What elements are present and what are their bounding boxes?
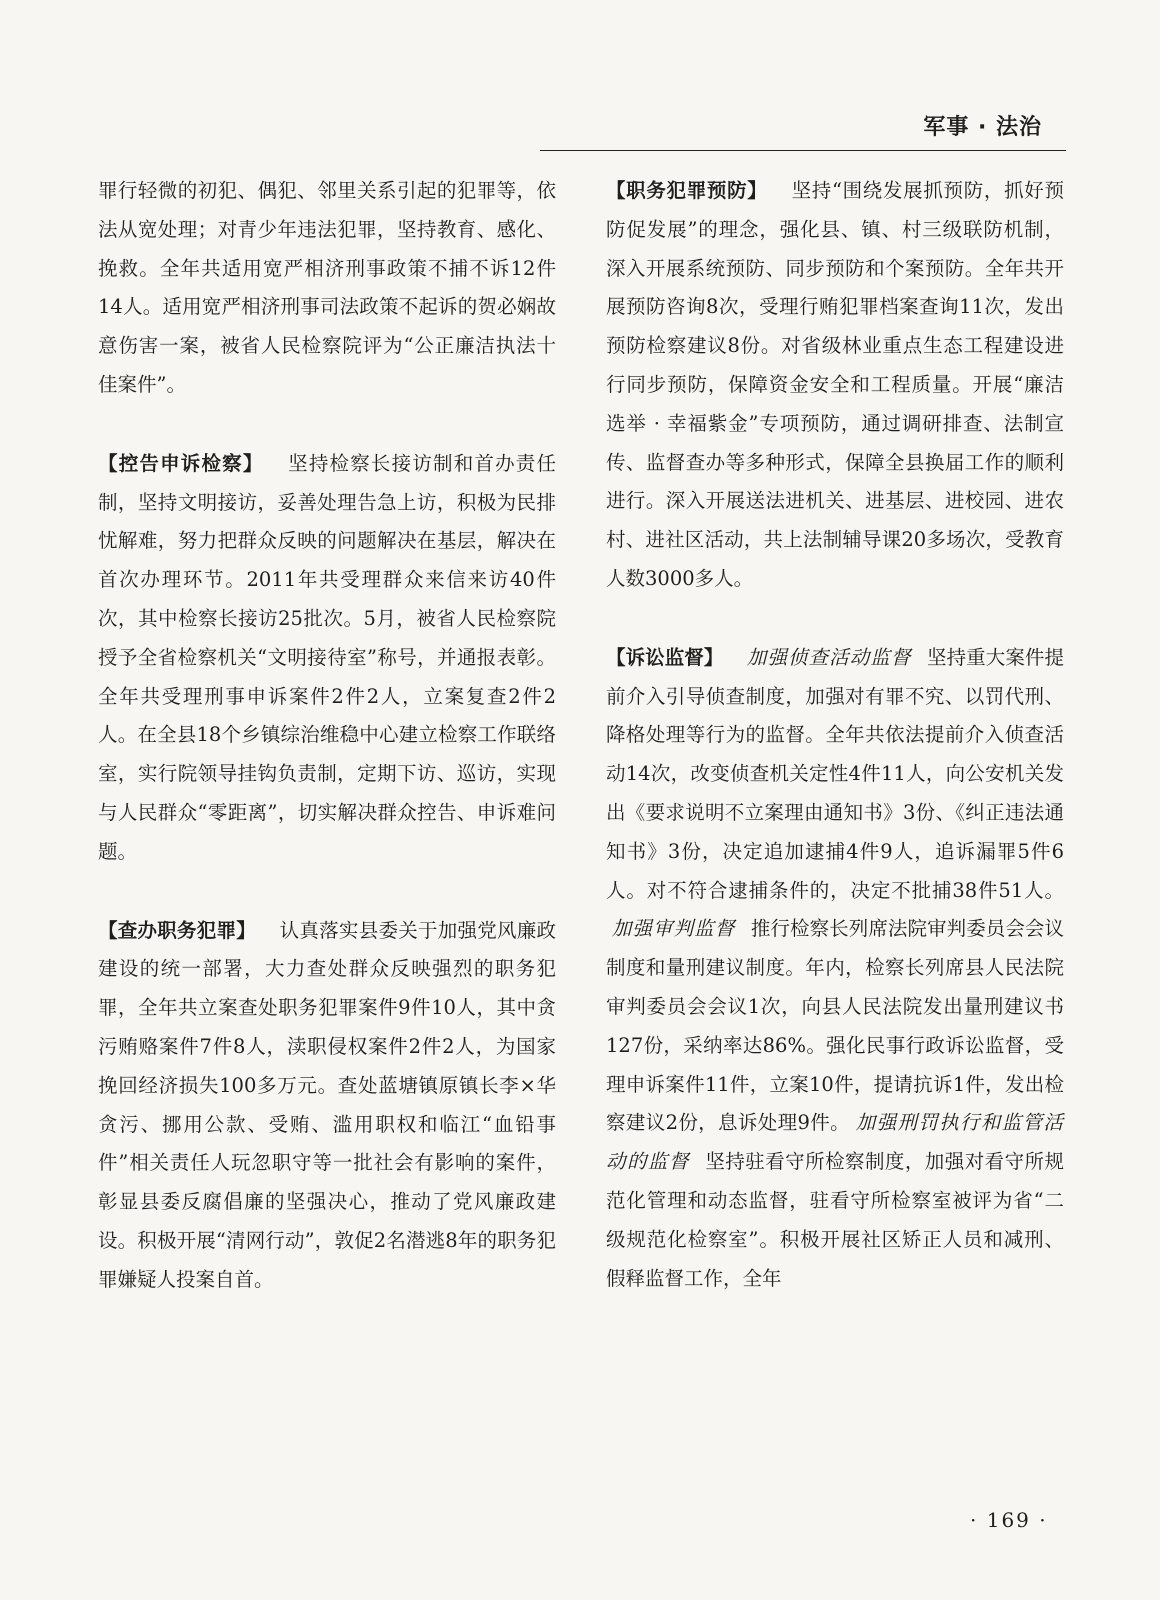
- section-heading: 【诉讼监督】: [606, 645, 724, 669]
- subheading-investigation: 加强侦查活动监督: [746, 645, 912, 669]
- section-text: 坚持重大案件提前介入引导侦查制度，加强对有罪不究、以罚代刑、降格处理等行为的监督。全年共依法提前介入侦查活动14次，改变侦查机关定性4件11人，向公安机关发出《要求说明不立案理由通知书》3份、《纠正违法通知书》3份，决定追加逮捕4件9人，追诉漏罪5件6人。对不符合逮捕条件的，决定不批捕38件51人。: [606, 645, 1064, 902]
- section-duty-crime-investigation: [98, 912, 556, 1300]
- section-title: 军事 · 法治: [923, 115, 1042, 140]
- section-duty-crime-prevention: [606, 172, 1064, 599]
- section-text: 坚持检察长接访制和首办责任制，坚持文明接访，妥善处理告急上访，积极为民排忧解难，努力把群众反映的问题解决在基层，解决在首次办理环节。2011年共受理群众来信来访40件次，其中检察长接访25批次。5月，被省人民检察院授予全省检察机关“文明接待室”称号，并通报表彰。全年共受理刑事申诉案件2件2人，立案复查2件2人。在全县18个乡镇综治维稳中心建立检察工作联络室，实行院领导挂钩负责制，定期下访、巡访，实现与人民群众“零距离”，切实解决群众控告、申诉难问题。: [98, 451, 556, 863]
- subheading-penalty-execution: 加强刑罚执行和监管活动的监督: [606, 1111, 1064, 1174]
- left-column: [98, 172, 556, 1300]
- right-column: [606, 172, 1064, 1298]
- section-heading: 【职务犯罪预防】: [606, 179, 768, 202]
- paragraph-text: 罪行轻微的初犯、偶犯、邻里关系引起的犯罪等，依法从宽处理；对青少年违法犯罪，坚持教育、感化、挽救。全年共适用宽严相济刑事政策不捕不诉12件14人。适用宽严相济刑事司法政策不起诉的贺必娴故意伤害一案，被省人民检察院评为“公正廉洁执法十佳案件”。: [98, 179, 556, 396]
- page-number: · 169 ·: [970, 1508, 1048, 1532]
- section-heading: 【查办职务犯罪】: [98, 918, 257, 942]
- section-heading: 【控告申诉检察】: [98, 451, 264, 475]
- section-text: 坚持“围绕发展抓预防，抓好预防促发展”的理念，强化县、镇、村三级联防机制，深入开展系统预防、同步预防和个案预防。全年共开展预防咨询8次，受理行贿犯罪档案查询11次，发出预防检察建议8份。对省级林业重点生态工程建设进行同步预防，保障资金安全和工程质量。开展“廉洁选举 · 幸福紫金”专项预防，通过调研排查、法制宣传、监督查办等多种形式，保障全县换届工作的顺利进行。深入开展送法进机关、进基层、进校园、进农村、进社区活动，共上法制辅导课20多场次，受教育人数3000多人。: [606, 179, 1064, 590]
- section-complaint-appeal: [98, 445, 556, 872]
- paragraph-continuation: [98, 172, 556, 405]
- section-text: 推行检察长列席法院审判委员会会议制度和量刑建议制度。年内，检察长列席县人民法院审判委员会会议1次，向县人民法院发出量刑建议书127份，采纳率达86%。强化民事行政诉讼监督，受理申诉案件11件，立案10件，提请抗诉1件，发出检察建议2份，息诉处理9件。: [606, 917, 1064, 1135]
- page-header: [540, 102, 1066, 151]
- section-litigation-supervision: [606, 639, 1064, 1299]
- section-text: 认真落实县委关于加强党风廉政建设的统一部署，大力查处群众反映强烈的职务犯罪，全年共立案查处职务犯罪案件9件10人，其中贪污贿赂案件7件8人，渎职侵权案件2件2人，为国家挽回经济损失100多万元。查处蓝塘镇原镇长李×华贪污、挪用公款、受贿、滥用职权和临江“血铅事件”相关责任人玩忽职守等一批社会有影响的案件，彰显县委反腐倡廉的坚强决心，推动了党风廉政建设。积极开展“清网行动”，敦促2名潜逃8年的职务犯罪嫌疑人投案自首。: [98, 918, 556, 1291]
- subheading-trial: 加强审判监督: [611, 917, 736, 941]
- section-text: 坚持驻看守所检察制度，加强对看守所规范化管理和动态监督，驻看守所检察室被评为省“二级规范化检察室”。积极开展社区矫正人员和减刑、假释监督工作，全年: [606, 1150, 1064, 1290]
